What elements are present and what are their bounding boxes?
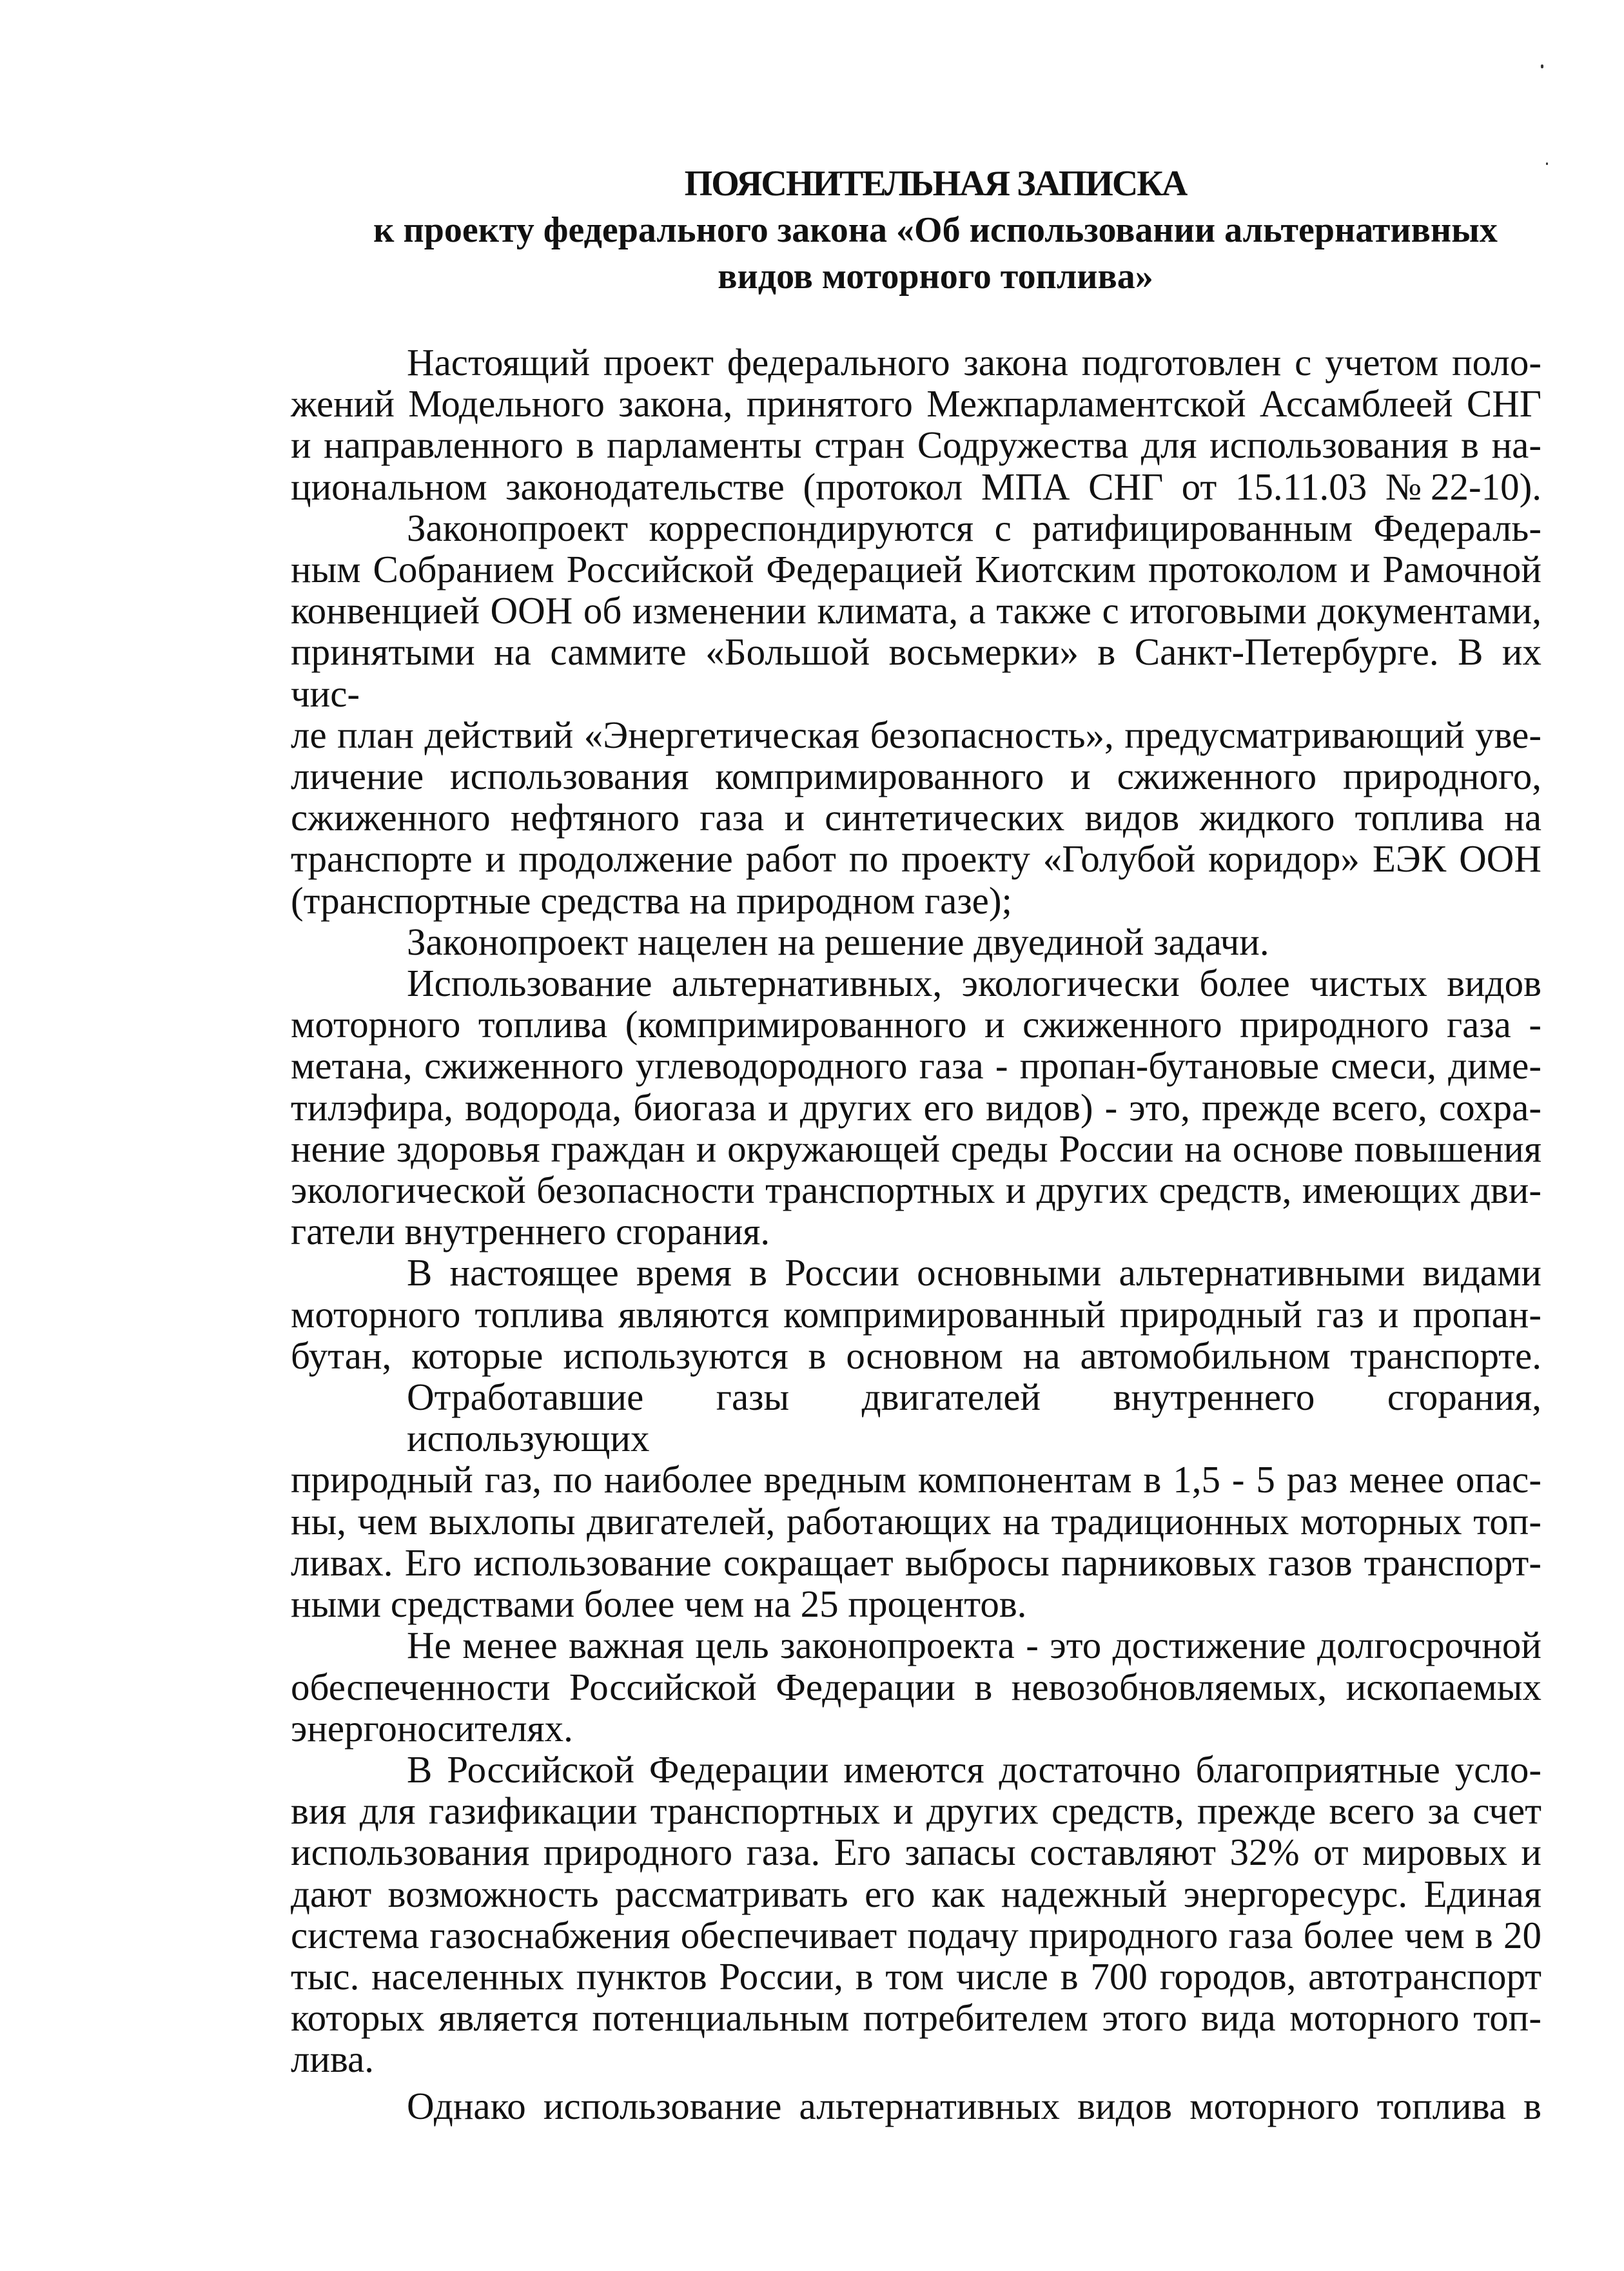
text-line: которых является потенциальным потребителем этого вида моторного топ- [291,1996,1541,2040]
text-line: (транспортные средства на природном газе); [291,879,1012,922]
text-line: ны, чем выхлопы двигателей, работающих на традиционных моторных топ- [291,1499,1541,1543]
text-line: тыс. населенных пунктов России, в том числе в 700 городов, автотранспорт [291,1954,1541,1998]
paragraph [291,1376,1541,1624]
text-line: В Российской Федерации имеются достаточно благоприятные усло- [407,1748,1541,1791]
paragraph [291,962,1541,1252]
text-line: система газоснабжения обеспечивает подачу природного газа более чем в 20 [291,1913,1541,1956]
text-line: Законопроект нацелен на решение двуединой задачи. [407,920,1269,963]
text-line: сжиженного нефтяного газа и синтетических видов жидкого топлива на [291,796,1541,839]
paragraph [291,1624,1541,1749]
text-line: обеспеченности Российской Федерации в невозобновляемых, ископаемых [291,1665,1541,1708]
document-body [291,342,1541,2127]
document-subtitle-line-1: к проекту федерального закона «Об использовании альтернативных [373,210,1498,250]
text-line: Отработавшие газы двигателей внутреннего сгорания, использующих [407,1376,1541,1460]
text-line: транспорте и продолжение работ по проекту «Голубой коридор» ЕЭК ООН [291,837,1541,881]
text-line: бутан, которые используются в основном на автомобильном транспорте. [291,1334,1541,1377]
text-line: Не менее важная цель законопроекта - это достижение долгосрочной [407,1624,1541,1667]
text-line: жений Модельного закона, принятого Межпарламентской Ассамблеей СНГ [291,382,1541,425]
text-line: В настоящее время в России основными альтернативными видами [407,1251,1541,1294]
text-line: Однако использование альтернативных видов моторного топлива в [407,2084,1541,2127]
text-line: ными средствами более чем на 25 процентов. [291,1583,1027,1626]
text-line: Настоящий проект федерального закона подготовлен с учетом поло- [407,341,1541,384]
text-line: нение здоровья граждан и окружающей среды России на основе повышения [291,1127,1541,1170]
text-line: дают возможность рассматривать его как надежный энергоресурс. Единая [291,1872,1541,1915]
text-line: метана, сжиженного углеводородного газа - пропан-бутановые смеси, диме- [291,1044,1541,1087]
text-line: личение использования компримированного и сжиженного природного, [291,755,1541,798]
text-line: циональном законодательстве (протокол МПА СНГ от 15.11.03 №22-10). [291,465,1541,508]
text-line: Использование альтернативных, экологически более чистых видов [407,962,1541,1005]
document-subtitle-line-2: видов моторного топлива» [718,257,1153,297]
text-line: тилэфира, водорода, биогаза и других его видов) - это, прежде всего, сохра- [291,1086,1541,1129]
text-line: энергоносителях. [291,1706,573,1750]
text-line: моторного топлива являются компримированный природный газ и пропан- [291,1292,1541,1336]
text-line: принятыми на саммите «Большой восьмерки» в Санкт-Петербурге. В их чис- [291,630,1541,715]
paragraph [291,342,1541,507]
text-line: экологической безопасности транспортных и других средств, имеющих дви- [291,1169,1541,1212]
text-line: лива. [291,2038,375,2081]
paragraph [291,921,1541,962]
paragraph [291,1252,1541,1376]
text-line: ным Собранием Российской Федерацией Киотским протоколом и Рамочной [291,548,1541,591]
text-line: Законопроект корреспондируются с ратифицированным Федераль- [407,506,1541,549]
text-line: вия для газификации транспортных и других средств, прежде всего за счет [291,1789,1541,1833]
paragraph [291,507,1541,921]
text-line: гатели внутреннего сгорания. [291,1210,770,1253]
text-line: использования природного газа. Его запасы составляют 32% от мировых и [291,1831,1541,1874]
text-line: конвенцией ООН об изменении климата, а также с итоговыми документами, [291,589,1541,632]
text-line: моторного топлива (компримированного и сжиженного природного газа - [291,1003,1541,1046]
text-line: ливах. Его использование сокращает выбросы парниковых газов транспорт- [291,1541,1541,1584]
text-line: и направленного в парламенты стран Содружества для использования в на- [291,424,1541,467]
paragraph [291,1749,1541,2080]
text-line: природный газ, по наиболее вредным компонентам в 1,5 - 5 раз менее опас- [291,1458,1541,1501]
scan-speck [1541,64,1543,68]
document-title: ПОЯСНИТЕЛЬНАЯ ЗАПИСКА [684,164,1187,204]
paragraph [291,2085,1541,2127]
text-line: ле план действий «Энергетическая безопасность», предусматривающий уве- [291,713,1541,756]
